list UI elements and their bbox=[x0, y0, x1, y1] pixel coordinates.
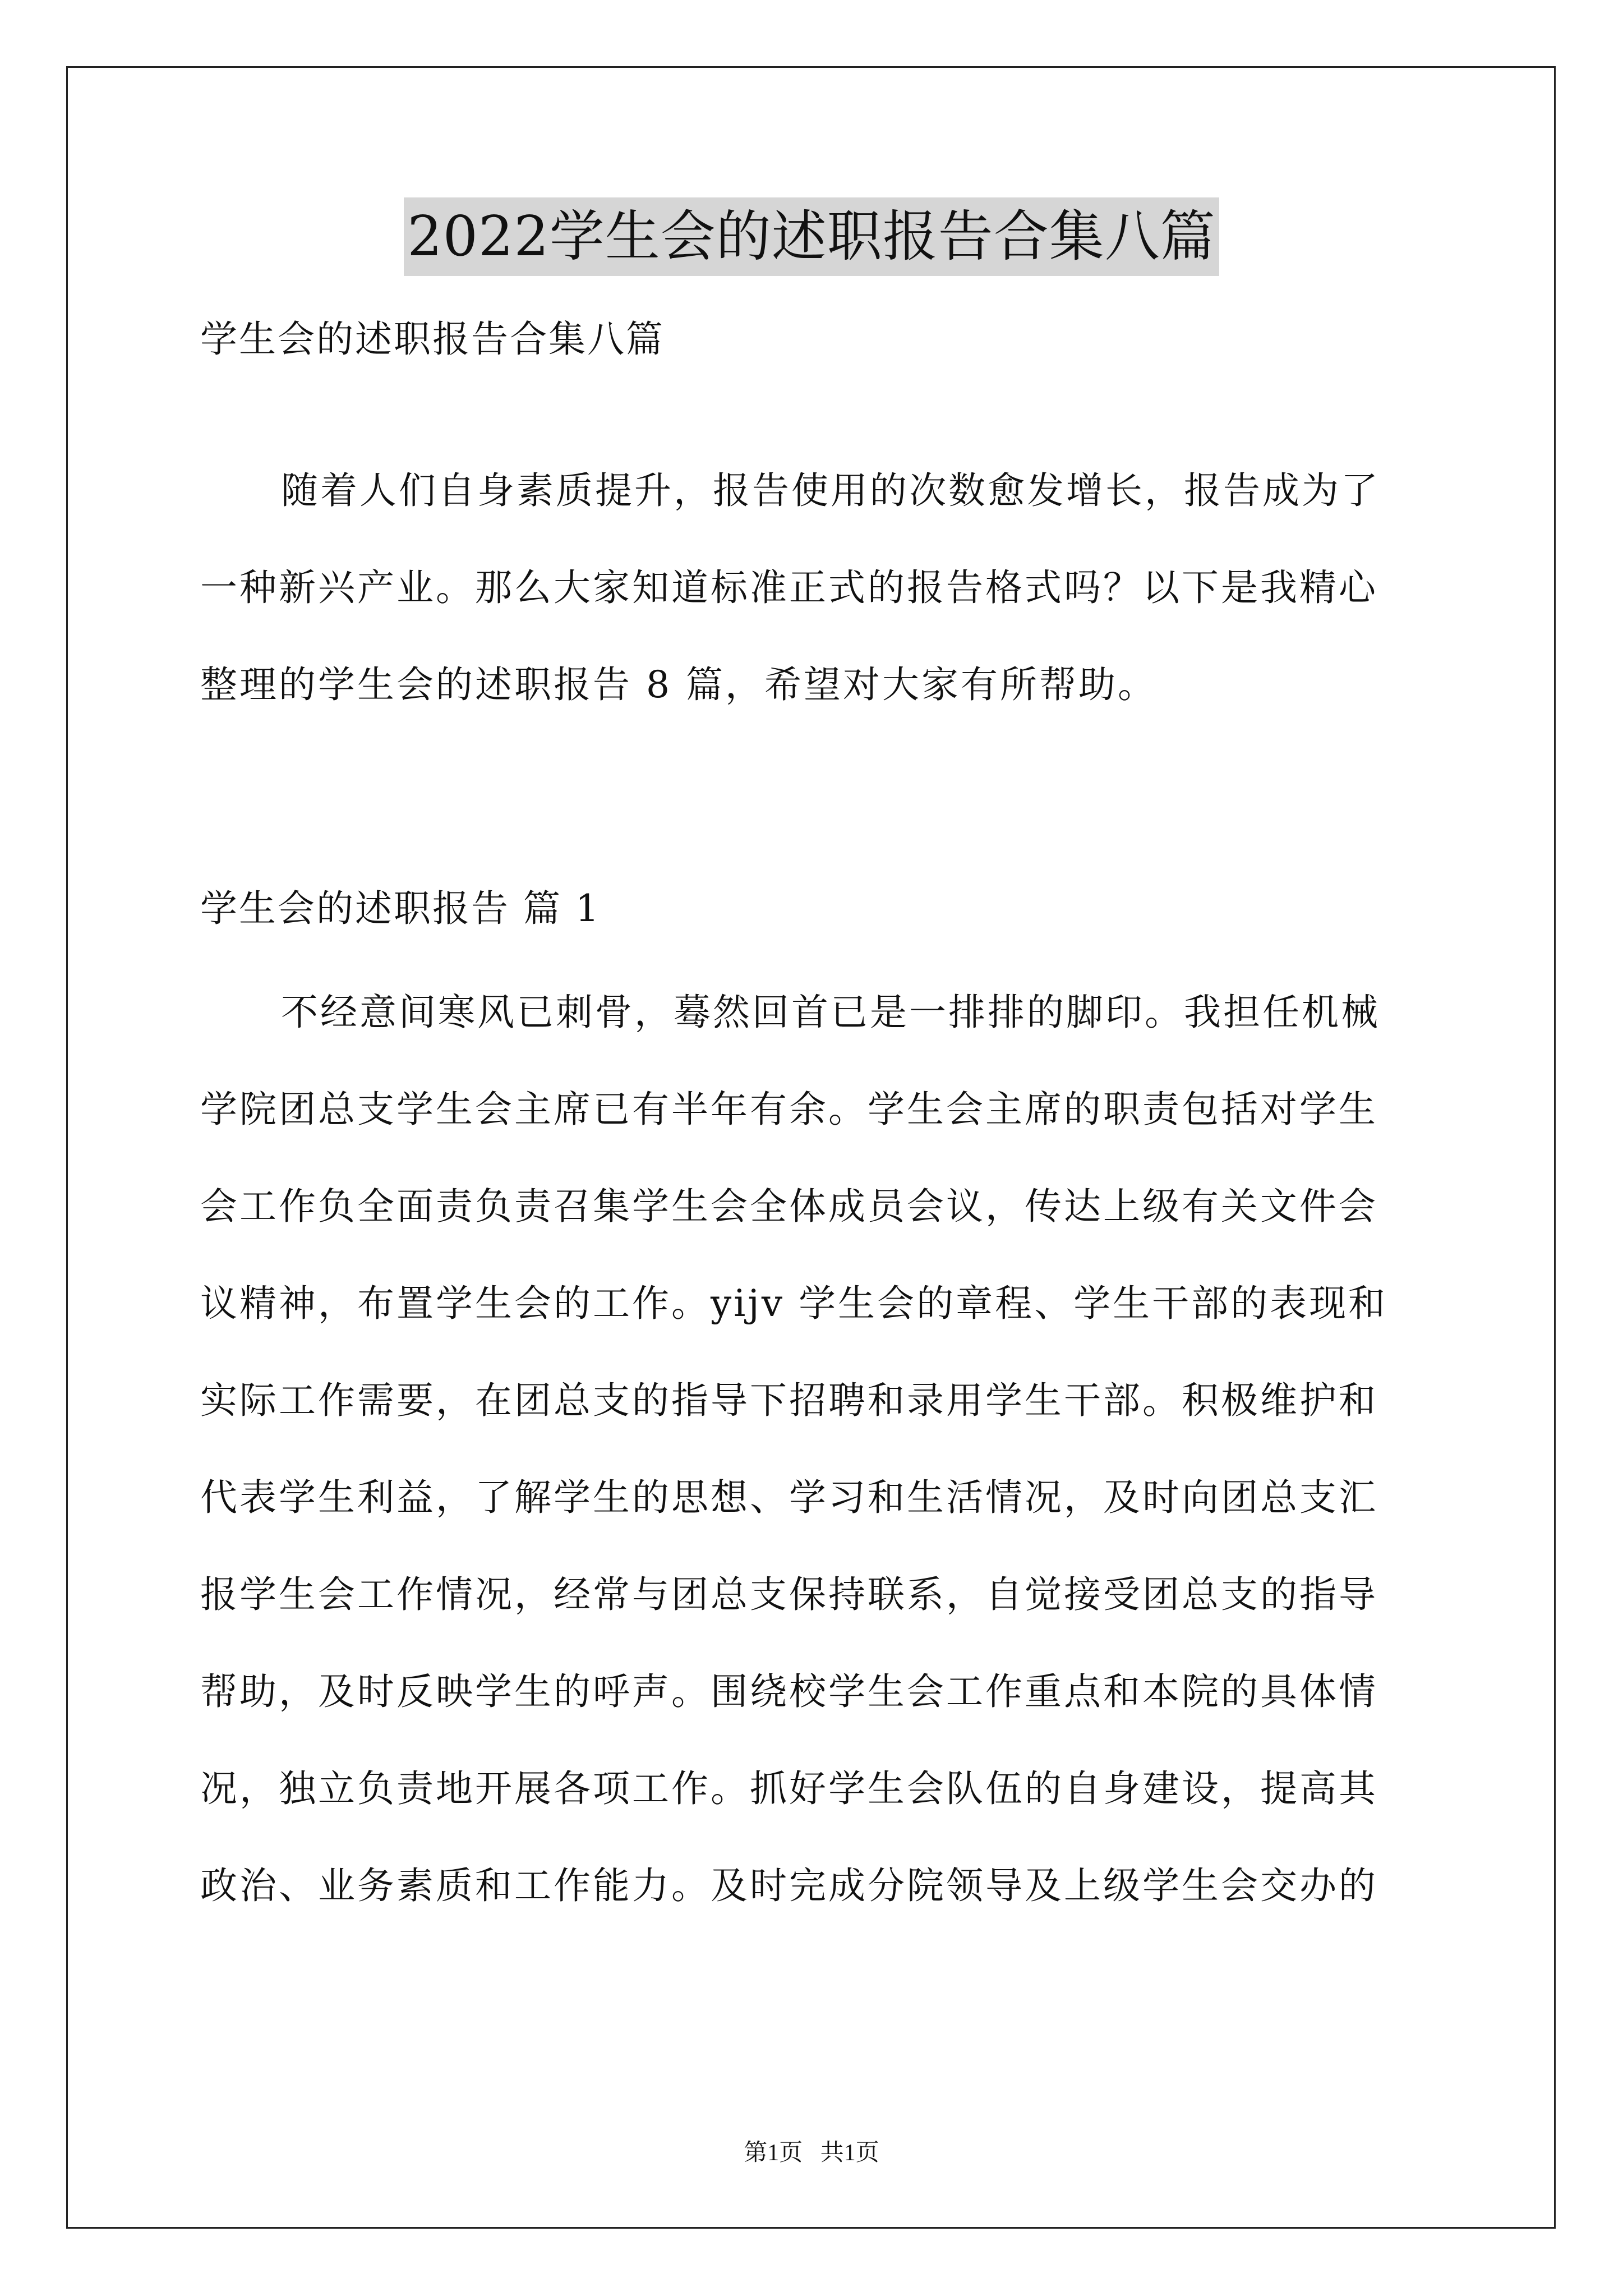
section-heading: 学生会的述职报告 篇 1 bbox=[200, 887, 601, 930]
intro-line: 一种新兴产业。那么大家知道标准正式的报告格式吗？以下是我精心 bbox=[200, 566, 1378, 609]
section-line: 学院团总支学生会主席已有半年有余。学生会主席的职责包括对学生 bbox=[200, 1088, 1378, 1131]
section-line: 实际工作需要，在团总支的指导下招聘和录用学生干部。积极维护和 bbox=[200, 1379, 1378, 1422]
document-subtitle: 学生会的述职报告合集八篇 bbox=[200, 318, 665, 361]
document-title: 2022学生会的述职报告合集八篇 bbox=[404, 197, 1219, 276]
section-line: 况，独立负责地开展各项工作。抓好学生会队伍的自身建设，提高其 bbox=[200, 1767, 1378, 1810]
page-footer: 第1页 共1页 bbox=[744, 2140, 879, 2166]
section-paragraph bbox=[200, 987, 1434, 1958]
intro-line: 随着人们自身素质提升，报告使用的次数愈发增长，报告成为了 bbox=[281, 469, 1380, 512]
section-line: 报学生会工作情况，经常与团总支保持联系，自觉接受团总支的指导 bbox=[200, 1573, 1378, 1616]
section-line: 代表学生利益，了解学生的思想、学习和生活情况，及时向团总支汇 bbox=[200, 1476, 1378, 1519]
section-line: 不经意间寒风已刺骨，蓦然回首已是一排排的脚印。我担任机械 bbox=[281, 991, 1380, 1034]
title-container bbox=[0, 197, 1623, 276]
section-line: 议精神，布置学生会的工作。yijv 学生会的章程、学生干部的表现和 bbox=[200, 1282, 1388, 1325]
section-line: 帮助，及时反映学生的呼声。围绕校学生会工作重点和本院的具体情 bbox=[200, 1670, 1378, 1713]
intro-paragraph bbox=[200, 466, 1434, 757]
section-line: 会工作负全面责负责召集学生会全体成员会议，传达上级有关文件会 bbox=[200, 1185, 1378, 1228]
intro-line: 整理的学生会的述职报告 8 篇，希望对大家有所帮助。 bbox=[200, 663, 1157, 706]
section-line: 政治、业务素质和工作能力。及时完成分院领导及上级学生会交办的 bbox=[200, 1864, 1378, 1907]
